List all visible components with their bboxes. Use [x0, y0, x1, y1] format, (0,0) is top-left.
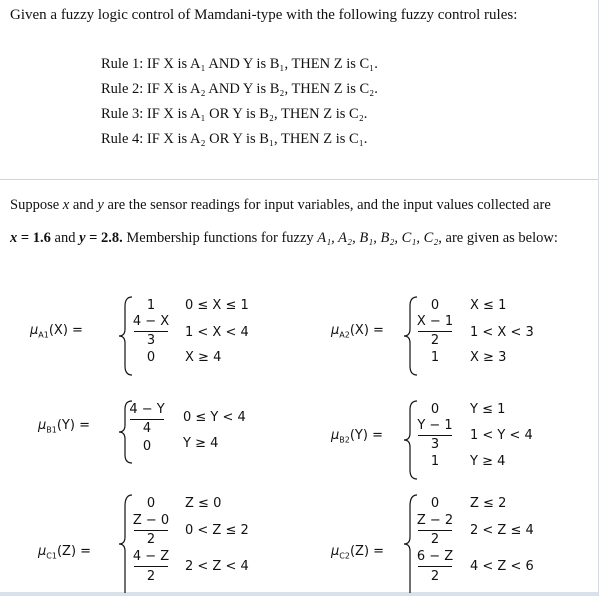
lhs-c1: $\mu_{C1}(Z)$ =: [38, 544, 92, 561]
lhs-a2: $\mu_{A2}(X)$ =: [331, 323, 384, 340]
paragraph-line-1: Suppose x and y are the sensor readings for input variables, and the input values collected are: [10, 197, 551, 213]
rule-4: Rule 4: IF X is A₂ OR Y is B₁, THEN Z is C₁.: [101, 131, 368, 147]
fraction-bar: [418, 566, 452, 567]
fraction-bar: [134, 331, 168, 332]
rules-list: [101, 56, 378, 156]
fraction-bar: [130, 419, 164, 420]
paragraph-line-2: x = 1.6 and y = 2.8. Membership functions for fuzzy A₁, A₂, B₁, B₂, C₁, C₂, are given as below:: [10, 230, 558, 246]
lhs-b1: $\mu_{B1}(Y)$ =: [38, 418, 90, 435]
fraction-bar: [418, 331, 452, 332]
lhs-c2: $\mu_{C2}(Z)$ =: [331, 544, 385, 561]
lhs-a1: $\mu_{A1}(X)$ =: [30, 323, 83, 340]
rule-2: Rule 2: IF X is A₂ AND Y is B₂, THEN Z is C₂.: [101, 81, 378, 97]
fraction-bar: [134, 530, 168, 531]
lhs-b2: $\mu_{B2}(Y)$ =: [331, 428, 383, 445]
fraction-bar: [134, 566, 168, 567]
fraction-bar: [418, 530, 452, 531]
intro-text: Given a fuzzy logic control of Mamdani-type with the following fuzzy control rules:: [10, 7, 518, 23]
rule-3: Rule 3: IF X is A₁ OR Y is B₂, THEN Z is C₂.: [101, 106, 368, 122]
fraction-bar: [418, 435, 452, 436]
divider: [0, 179, 598, 180]
rule-1: Rule 1: IF X is A₁ AND Y is B₁, THEN Z is C₁.: [101, 56, 378, 72]
